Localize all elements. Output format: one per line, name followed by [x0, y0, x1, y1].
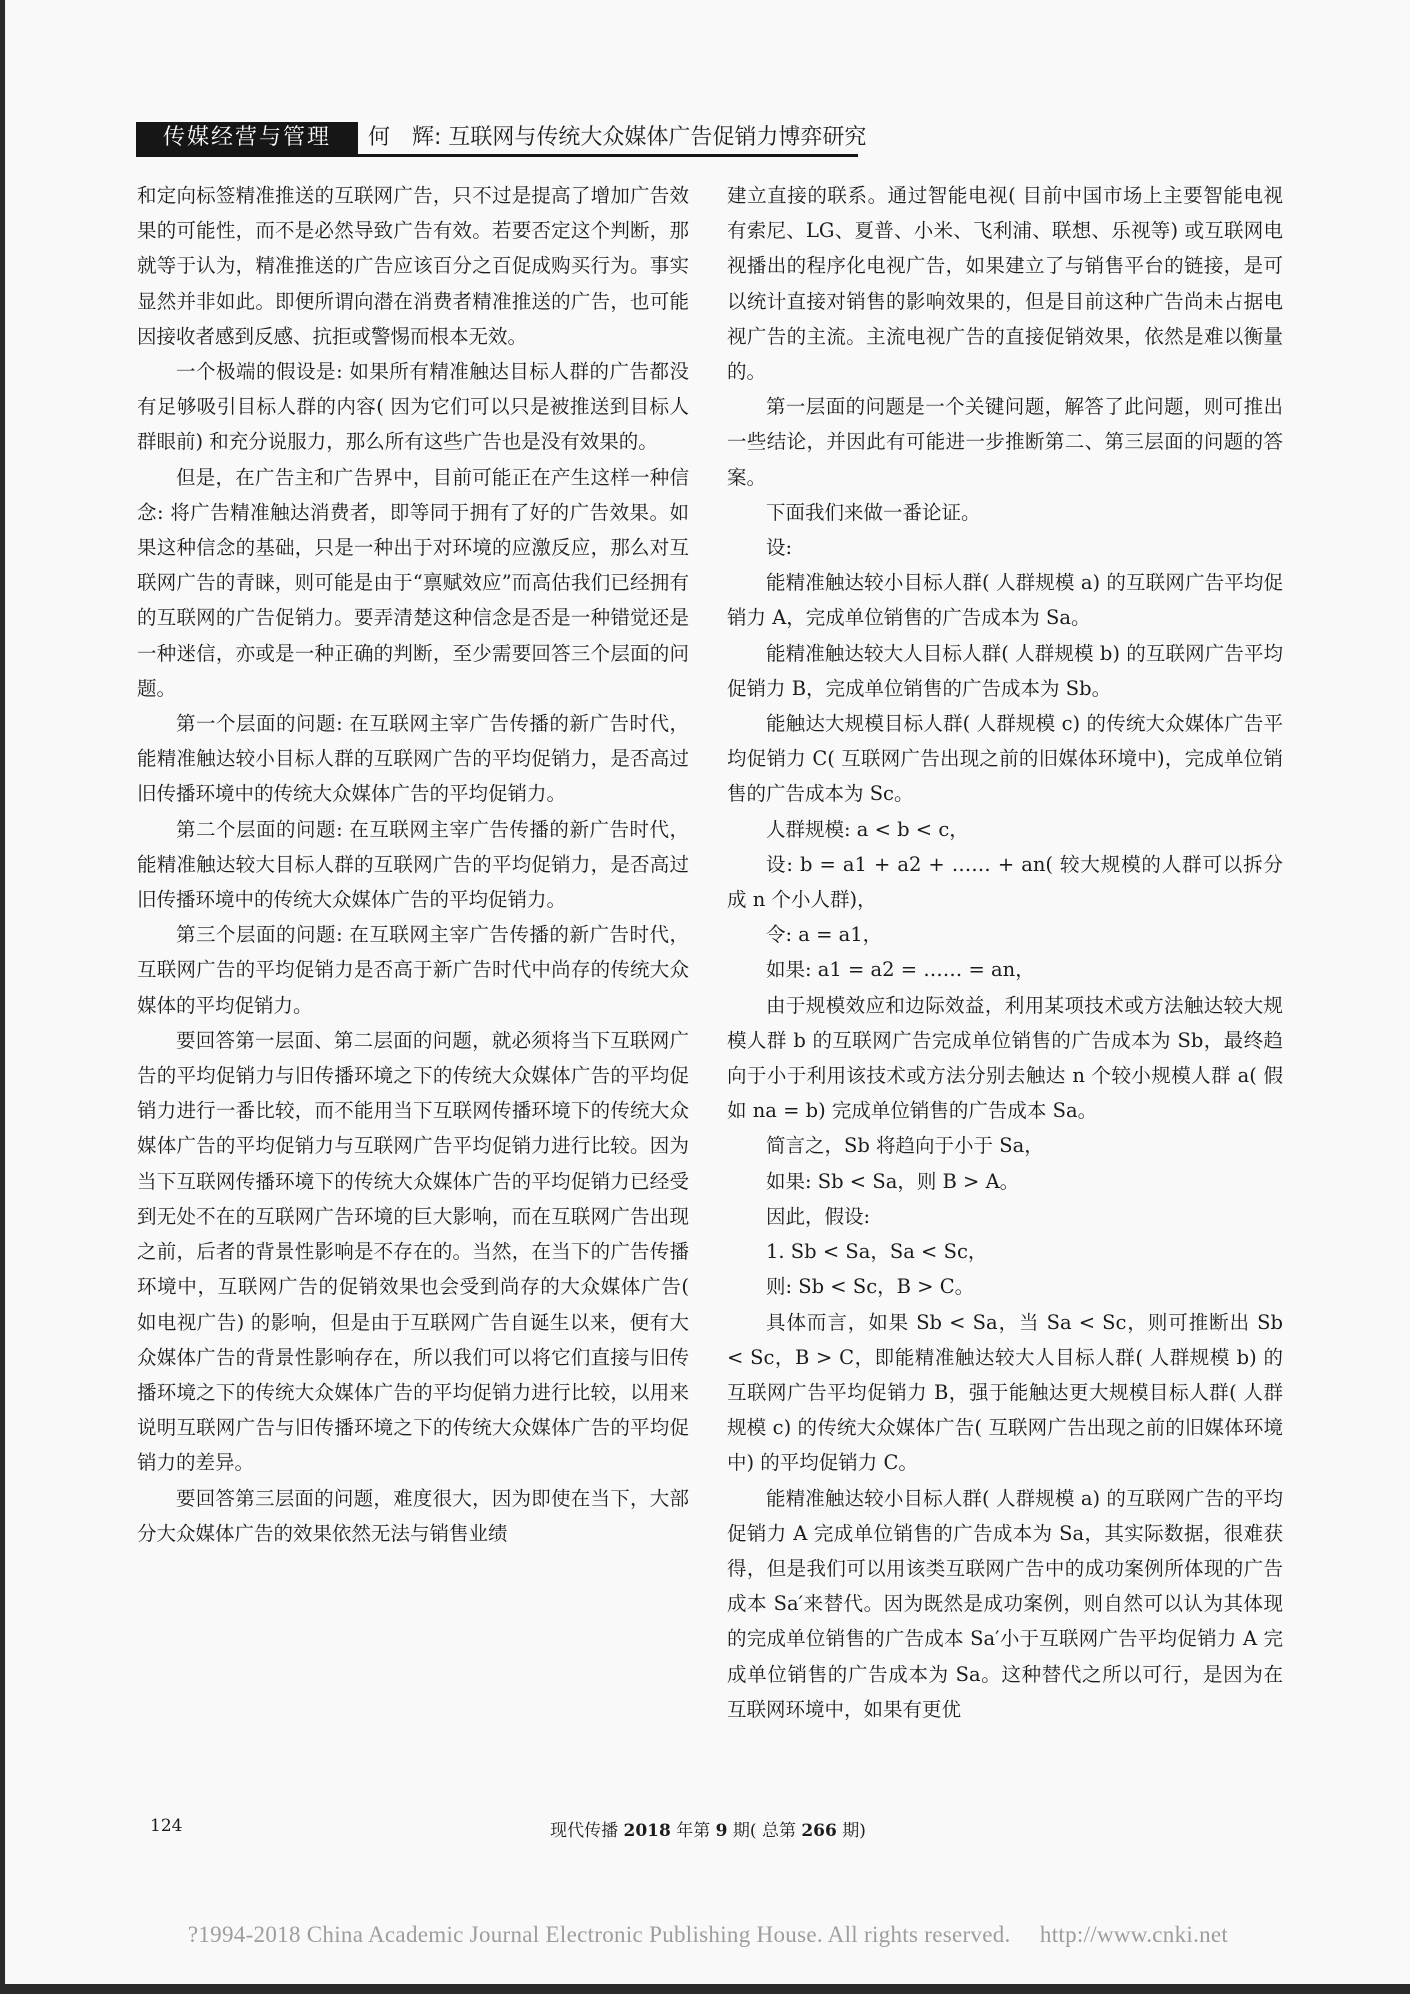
- journal-total-label: 期( 总第: [727, 1821, 802, 1841]
- paragraph: 但是，在广告主和广告界中，目前可能正在产生这样一种信念: 将广告精准触达消费者，即等同于拥有了好的广告效果。如果这种信念的基础，只是一种出于对环境的应激反应，那么对互联网广告的青睐，则可能是由于“禀赋效应”而高估我们已经拥有的互联网的广告促销力。要弄清楚这种信念是否是一种错觉还是一种迷信，亦或是一种正确的判断，至少需要回答三个层面的问题。: [137, 465, 689, 700]
- left-column: [137, 178, 689, 1551]
- paragraph: 下面我们来做一番论证。: [766, 500, 981, 524]
- journal-page: [6, 0, 1410, 1984]
- header-rule: [136, 154, 858, 157]
- paragraph: 和定向标签精准推送的互联网广告，只不过是提高了增加广告效果的可能性，而不是必然导致广告有效。若要否定这个判断，那就等于认为，精准推送的广告应该百分之百促成购买行为。事实显然并非如此。即便所谓向潜在消费者精准推送的广告，也可能因接收者感到反感、抗拒或警惕而根本无效。: [137, 184, 689, 348]
- journal-issue: 9: [715, 1821, 728, 1841]
- paragraph: 第二个层面的问题: 在互联网主宰广告传播的新广告时代，能精准触达较大目标人群的互联网广告的平均促销力，是否高过旧传播环境中的传统大众媒体广告的平均促销力。: [137, 817, 689, 912]
- paragraph: 设:: [766, 536, 793, 560]
- right-column: [727, 178, 1283, 1727]
- formula-line: 则: Sb < Sc，B > C。: [766, 1275, 975, 1299]
- paragraph: 一个极端的假设是: 如果所有精准触达目标人群的广告都没有足够吸引目标人群的内容( 因为它们可以只是被推送到目标人群眼前) 和充分说服力，那么所有这些广告也是没有效果的。: [137, 360, 689, 454]
- paragraph: 要回答第三层面的问题，难度很大，因为即使在当下，大部分大众媒体广告的效果依然无法与销售业绩: [137, 1486, 689, 1545]
- formula-line: 如果: Sb < Sa，则 B > A。: [766, 1169, 1020, 1193]
- journal-footer: [6, 1816, 1410, 1841]
- section-label: 传媒经营与管理: [136, 122, 358, 154]
- formula-line: 简言之，Sb 将趋向于小于 Sa，: [766, 1134, 1044, 1158]
- paragraph: 能精准触达较大人目标人群( 人群规模 b) 的互联网广告平均促销力 B，完成单位销售的广告成本为 Sb。: [727, 641, 1283, 700]
- paragraph: 第一个层面的问题: 在互联网主宰广告传播的新广告时代，能精准触达较小目标人群的互联网广告的平均促销力，是否高过旧传播环境中的传统大众媒体广告的平均促销力。: [137, 712, 689, 806]
- formula-line: 人群规模: a < b < c，: [766, 817, 969, 841]
- formula-line: 设: b = a1 + a2 + …… + an( 较大规模的人群可以拆分成 n 个小人群)，: [727, 852, 1283, 912]
- paragraph: 由于规模效应和边际效益，利用某项技术或方法触达较大规模人群 b 的互联网广告完成单位销售的广告成本为 Sb，最终趋向于小于利用该技术或方法分别去触达 n 个较小规模人群 a( 假如 na = b) 完成单位销售的广告成本 Sa。: [727, 993, 1283, 1123]
- journal-year: 2018: [623, 1821, 671, 1841]
- paragraph: 要回答第一层面、第二层面的问题，就必须将当下互联网广告的平均促销力与旧传播环境之下的传统大众媒体广告的平均促销力进行一番比较，而不能用当下互联网传播环境下的传统大众媒体广告的平均促销力与互联网广告平均促销力进行比较。因为当下互联网传播环境下的传统大众媒体广告的平均促销力已经受到无处不在的互联网广告环境的巨大影响，而在互联网广告出现之前，后者的背景性影响是不存在的。当然，在当下的广告传播环境中，互联网广告的促销效果也会受到尚存的大众媒体广告( 如电视广告) 的影响，但是由于互联网广告自诞生以来，便有大众媒体广告的背景性影响存在，所以我们可以将它们直接与旧传播环境之下的传统大众媒体广告的平均促销力进行比较，以用来说明互联网广告与旧传播环境之下的传统大众媒体广告的平均促销力的差异。: [137, 1028, 689, 1475]
- paragraph: 建立直接的联系。通过智能电视( 目前中国市场上主要智能电视有索尼、LG、夏普、小米、飞利浦、联想、乐视等) 或互联网电视播出的程序化电视广告，如果建立了与销售平台的链接，是可以统计直接对销售的影响效果的，但是目前这种广告尚未占据电视广告的主流。主流电视广告的直接促销效果，依然是难以衡量的。: [727, 184, 1283, 384]
- formula-line: 1. Sb < Sa，Sa < Sc，: [766, 1240, 988, 1264]
- paragraph: 第一层面的问题是一个关键问题，解答了此问题，则可推出一些结论，并因此有可能进一步推断第二、第三层面的问题的答案。: [727, 395, 1283, 489]
- journal-suffix: 期): [836, 1821, 866, 1841]
- paragraph: 能精准触达较小目标人群( 人群规模 a) 的互联网广告的平均促销力 A 完成单位销售的广告成本为 Sa，其实际数据，很难获得，但是我们可以用该类互联网广告中的成功案例所体现的广告成本 Sa′来替代。因为既然是成功案例，则自然可以认为其体现的完成单位销售的广告成本 Sa′小于互联网广告平均促销力 A 完成单位销售的广告成本为 Sa。这种替代之所以可行，是因为在互联网环境中，如果有更优: [727, 1486, 1283, 1721]
- journal-issue-label: 年第: [670, 1821, 716, 1841]
- paragraph: 第三个层面的问题: 在互联网主宰广告传播的新广告时代，互联网广告的平均促销力是否高于新广告时代中尚存的传统大众媒体的平均促销力。: [137, 923, 689, 1017]
- formula-line: 令: a = a1，: [766, 923, 883, 947]
- paragraph: 能精准触达较小目标人群( 人群规模 a) 的互联网广告平均促销力 A，完成单位销售的广告成本为 Sa。: [727, 571, 1283, 630]
- paragraph: 能触达大规模目标人群( 人群规模 c) 的传统大众媒体广告平均促销力 C( 互联网广告出现之前的旧媒体环境中)，完成单位销售的广告成本为 Sc。: [727, 712, 1283, 806]
- copyright-notice: ?1994-2018 China Academic Journal Electronic Publishing House. All rights reserved. http://www.cnki.net: [187, 1922, 1229, 1947]
- running-header: [136, 122, 867, 158]
- journal-name: 现代传播: [550, 1821, 624, 1841]
- journal-total-issue: 266: [801, 1821, 837, 1841]
- paragraph: 具体而言，如果 Sb < Sa，当 Sa < Sc，则可推断出 Sb < Sc，B > C，即能精准触达较大人目标人群( 人群规模 b) 的互联网广告平均促销力 B，强于能触达更大规模目标人群( 人群规模 c) 的传统大众媒体广告( 互联网广告出现之前的旧媒体环境中) 的平均促销力 C。: [727, 1310, 1283, 1475]
- formula-line: 如果: a1 = a2 = …… = an，: [766, 958, 1035, 982]
- scan-edge-bottom: [0, 1984, 1410, 1994]
- article-title: 何 辉: 互联网与传统大众媒体广告促销力博弈研究: [368, 125, 867, 150]
- scan-edge-left: [0, 0, 5, 1994]
- formula-line: 因此，假设:: [766, 1204, 871, 1228]
- page-number: 124: [150, 1816, 183, 1836]
